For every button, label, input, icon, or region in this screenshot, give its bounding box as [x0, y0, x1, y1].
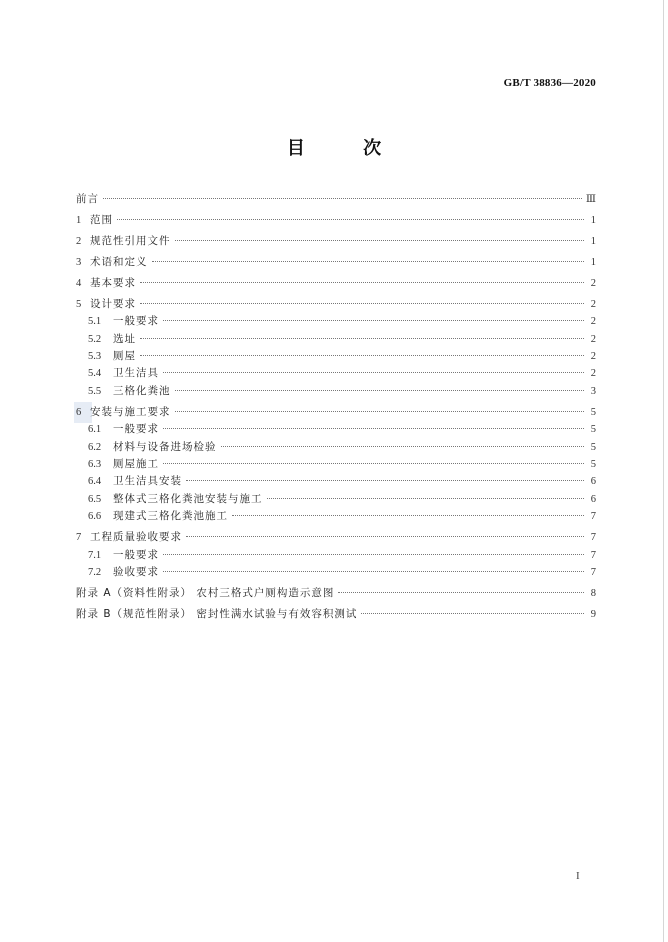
toc-entry[interactable]	[76, 491, 596, 508]
toc-entry[interactable]	[76, 439, 596, 456]
toc-entry-number: 2	[76, 235, 82, 247]
toc-entry-label: 一般要求	[113, 548, 159, 561]
dot-leader	[163, 428, 584, 429]
dot-leader	[186, 536, 584, 537]
toc-entry-label: 卫生洁具	[113, 367, 159, 380]
dot-leader	[140, 303, 584, 304]
toc-entry-page: 2	[590, 277, 596, 289]
toc-entry[interactable]	[76, 313, 596, 330]
toc-entry-page: 7	[590, 511, 596, 523]
toc-entry[interactable]	[76, 275, 596, 292]
toc-entry-label: 一般要求	[113, 315, 159, 328]
toc-entry-page: Ⅲ	[585, 194, 596, 205]
toc-entry-number: 7	[76, 532, 82, 544]
toc-entry-label: 卫生洁具安装	[113, 475, 182, 488]
dot-leader	[140, 282, 584, 283]
toc-entry-page: 2	[590, 368, 596, 380]
toc-entry[interactable]	[76, 421, 596, 438]
toc-entry-number: 6	[76, 404, 90, 421]
toc-entry-page: 9	[590, 608, 596, 620]
toc-entry[interactable]	[76, 564, 596, 581]
toc-entry[interactable]	[76, 348, 596, 365]
dot-leader	[140, 355, 584, 356]
dot-leader	[361, 613, 584, 614]
toc-entry-label: 安装与施工要求	[90, 405, 171, 418]
toc-entry-page: 5	[590, 406, 596, 418]
toc-entry-number: 7.2	[88, 566, 102, 578]
table-of-contents	[76, 191, 596, 623]
toc-entry-number: 7.1	[88, 549, 102, 561]
toc-entry-page: 2	[590, 351, 596, 363]
toc-entry[interactable]	[76, 473, 596, 490]
dot-leader	[152, 261, 585, 262]
toc-entry[interactable]	[76, 383, 596, 400]
dot-leader	[163, 372, 584, 373]
toc-entry-label: 术语和定义	[90, 255, 148, 268]
dot-leader	[103, 198, 582, 199]
toc-entry-page: 6	[590, 493, 596, 505]
toc-entry-number: 1	[76, 214, 82, 226]
toc-entry-label: 厕屋施工	[113, 458, 159, 471]
dot-leader	[163, 320, 584, 321]
toc-entry-number: 6.2	[88, 441, 102, 453]
toc-entry[interactable]	[76, 508, 596, 525]
toc-entry-number: 6.5	[88, 493, 102, 505]
dot-leader	[117, 219, 584, 220]
toc-entry-page: 2	[590, 333, 596, 345]
dot-leader	[338, 592, 584, 593]
toc-entry-number: 5.1	[88, 316, 102, 328]
page-title: 目 次	[286, 138, 408, 159]
toc-entry-label: 附录 A（资料性附录） 农村三格式户厕构造示意图	[76, 586, 335, 599]
toc-entry-label: 选址	[113, 332, 136, 345]
toc-entry-page: 1	[590, 214, 596, 226]
toc-entry-number: 5.4	[88, 368, 102, 380]
toc-entry-label: 一般要求	[113, 423, 159, 436]
toc-entry[interactable]	[76, 233, 596, 250]
toc-entry-page: 5	[590, 459, 596, 471]
toc-entry-page: 5	[590, 424, 596, 436]
toc-entry-label: 材料与设备进场检验	[113, 440, 217, 453]
dot-leader	[163, 571, 584, 572]
toc-entry[interactable]	[76, 456, 596, 473]
toc-entry-label: 工程质量验收要求	[90, 531, 182, 544]
toc-entry-page: 6	[590, 476, 596, 488]
toc-entry-label: 验收要求	[113, 565, 159, 578]
toc-entry-number: 5.2	[88, 333, 102, 345]
toc-entry-page: 1	[590, 235, 596, 247]
toc-entry-label: 设计要求	[90, 297, 136, 310]
dot-leader	[267, 498, 585, 499]
dot-leader	[163, 554, 584, 555]
toc-entry-number: 5	[76, 298, 82, 310]
toc-entry-label: 基本要求	[90, 276, 136, 289]
dot-leader	[175, 390, 585, 391]
toc-entry-number: 5.3	[88, 351, 102, 363]
toc-entry-number: 6.1	[88, 424, 102, 436]
dot-leader	[186, 480, 584, 481]
toc-entry[interactable]	[76, 212, 596, 229]
toc-entry-number: 5.5	[88, 385, 102, 397]
toc-entry[interactable]	[76, 331, 596, 348]
dot-leader	[175, 411, 585, 412]
toc-entry-page: 1	[590, 256, 596, 268]
standard-code: GB/T 38836—2020	[503, 77, 596, 89]
toc-entry-page: 7	[590, 566, 596, 578]
toc-entry-number: 4	[76, 277, 82, 289]
toc-entry-page: 8	[590, 587, 596, 599]
toc-entry-label: 三格化粪池	[113, 384, 171, 397]
toc-entry-page: 7	[590, 549, 596, 561]
toc-entry-label: 前言	[76, 193, 99, 205]
toc-entry-page: 5	[590, 441, 596, 453]
toc-entry[interactable]	[76, 606, 596, 623]
dot-leader	[221, 446, 585, 447]
toc-entry-label: 现建式三格化粪池施工	[113, 510, 228, 523]
toc-entry-label: 附录 B（规范性附录） 密封性满水试验与有效容积测试	[76, 607, 358, 620]
toc-entry-label: 范围	[90, 213, 113, 226]
page-number: I	[576, 870, 580, 882]
toc-entry-page: 3	[590, 385, 596, 397]
toc-entry[interactable]	[76, 254, 596, 271]
toc-entry[interactable]	[76, 529, 596, 546]
toc-entry-label: 厕屋	[113, 350, 136, 363]
toc-entry[interactable]	[76, 365, 596, 382]
toc-entry-number: 3	[76, 256, 82, 268]
toc-entry-number: 6.4	[88, 476, 102, 488]
toc-entry-number: 6.6	[88, 511, 102, 523]
toc-entry[interactable]	[76, 404, 596, 421]
toc-entry-label: 整体式三格化粪池安装与施工	[113, 492, 263, 505]
toc-entry-number: 6.3	[88, 459, 102, 471]
toc-entry[interactable]	[76, 296, 596, 313]
dot-leader	[163, 463, 584, 464]
toc-entry[interactable]	[76, 547, 596, 564]
toc-entry-label: 规范性引用文件	[90, 234, 171, 247]
toc-entry-page: 2	[590, 316, 596, 328]
dot-leader	[175, 240, 585, 241]
toc-entry[interactable]	[76, 191, 596, 208]
dot-leader	[140, 338, 584, 339]
dot-leader	[232, 515, 584, 516]
toc-entry-page: 2	[590, 298, 596, 310]
toc-entry[interactable]	[76, 585, 596, 602]
toc-entry-page: 7	[590, 532, 596, 544]
